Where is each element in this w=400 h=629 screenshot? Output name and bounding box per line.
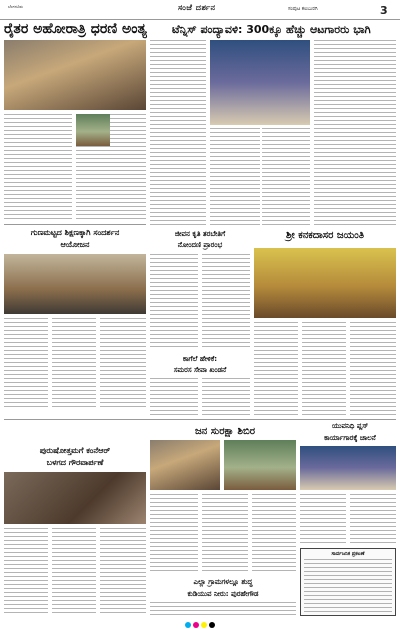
jana-photo-1	[150, 440, 220, 490]
registration-dot	[209, 622, 215, 628]
right-article-col	[314, 40, 396, 225]
headline-ella-2: ಕುಡಿಯುವ ನೀರು: ಪುರಹೇಗೌಡ	[187, 590, 259, 598]
masthead-date: ಸಂಪುಟ ಕಲಬುರಗಿ	[288, 6, 318, 12]
guru-article-col2	[52, 318, 96, 410]
color-registration-bar	[0, 620, 400, 629]
farmers-article-col1	[4, 114, 72, 222]
ella-article	[150, 602, 296, 618]
headline-ella: ಎಲ್ಲಾ ಗ್ರಾಮಗಳಲ್ಲೂ ಶುದ್ಧ	[193, 578, 253, 586]
headline-jeevana-2: ನೋಂದಣಿ ಪ್ರಾರಂಭ	[177, 241, 223, 249]
masthead-meta: ಬೆಂಗಳೂರು	[8, 4, 23, 9]
guru-photo	[4, 254, 146, 314]
tennis-article-col2	[210, 128, 260, 225]
puru-article-col1	[4, 528, 48, 616]
tennis-photo	[210, 40, 310, 125]
headline-yuva-2: ಕಾರ್ಯಾಗಾರಕ್ಕೆ ಚಾಲನೆ	[324, 434, 376, 442]
tennis-article-col1	[150, 40, 206, 225]
jana-article-col3	[252, 494, 296, 574]
guru-article-col1	[4, 318, 48, 410]
kanakadasa-article-col3	[350, 322, 396, 417]
jana-photo-2	[224, 440, 296, 490]
farmers-photo-2	[76, 114, 110, 146]
headline-jana-suraksha: ಜನ ಸುರಕ್ಷಾ ಶಿಬಿರ	[194, 426, 256, 437]
page-number: 3	[380, 4, 388, 17]
jeevana-article-col1	[150, 254, 198, 350]
registration-dot	[193, 622, 199, 628]
masthead-logo: ಸಂಜೆ ದರ್ಶನ	[178, 3, 216, 12]
farmers-photo	[4, 40, 146, 110]
yuva-article-col2	[350, 494, 396, 544]
puru-photo	[4, 472, 146, 524]
headline-kanakadasa: ಶ್ರೀ ಕನಕದಾಸರ ಜಯಂತಿ	[285, 230, 365, 241]
guru-article-col3	[100, 318, 146, 410]
jeevana-article-col2	[202, 254, 250, 350]
headline-puru-2: ಬಳಗದ ಗೌರವಾರ್ಪಣೆ	[46, 458, 104, 467]
registration-dot	[201, 622, 207, 628]
headline-kaage: ಕಾಗೆಲೆ ಹೇಳಿಕೆ:	[182, 355, 218, 363]
headline-farmers: ರೈತರ ಅಹೋರಾತ್ರಿ ಧರಣಿ ಅಂತ್ಯ	[4, 21, 147, 37]
jana-article-col2	[202, 494, 248, 574]
kaage-article-col1	[150, 378, 198, 418]
kanakadasa-article-col2	[302, 322, 346, 417]
kanakadasa-article-col1	[254, 322, 298, 417]
divider	[4, 224, 146, 225]
headline-guru-2: ಆಯೋಜನ	[60, 240, 90, 249]
headline-yuva: ಯುವನಿಧಿ ಪ್ಲಸ್	[331, 422, 369, 430]
yuva-article-col1	[300, 494, 346, 544]
divider	[4, 419, 396, 420]
yuva-photo	[300, 446, 396, 490]
tennis-article-col3	[262, 128, 310, 225]
kaage-article-col2	[202, 378, 250, 418]
headline-guru: ಗುಣಮಟ್ಟದ ಶಿಕ್ಷಣಕ್ಕಾಗಿ ಸಂದರ್ಶನ	[30, 228, 120, 237]
kanakadasa-photo	[254, 248, 396, 318]
headline-jeevana: ಜೀವನ ಕೃತಿ ತರಬೇತಿಗೆ	[174, 230, 226, 238]
registration-dot	[185, 622, 191, 628]
ad-title: ಸಾರ್ವಜನಿಕ ಪ್ರಕಟಣೆ	[331, 551, 365, 557]
public-notice-ad	[300, 548, 396, 616]
headline-tennis: ಟೆನ್ನಿಸ್ ಪಂದ್ಯಾವಳಿ: 300ಕ್ಕೂ ಹೆಚ್ಚು ಆಟಗಾರರು ಭಾಗಿ	[172, 23, 371, 36]
jana-article-col1	[150, 494, 198, 574]
headline-kaage-2: ಸಮರಸ ಸೇವಾ ಖಂಡನೆ	[173, 366, 227, 374]
headline-puru: ಪುರುಷೋತ್ತಮಗೆ ಕಂನೆಆರ್	[39, 446, 111, 455]
puru-article-col3	[100, 528, 146, 616]
puru-article-col2	[52, 528, 96, 616]
